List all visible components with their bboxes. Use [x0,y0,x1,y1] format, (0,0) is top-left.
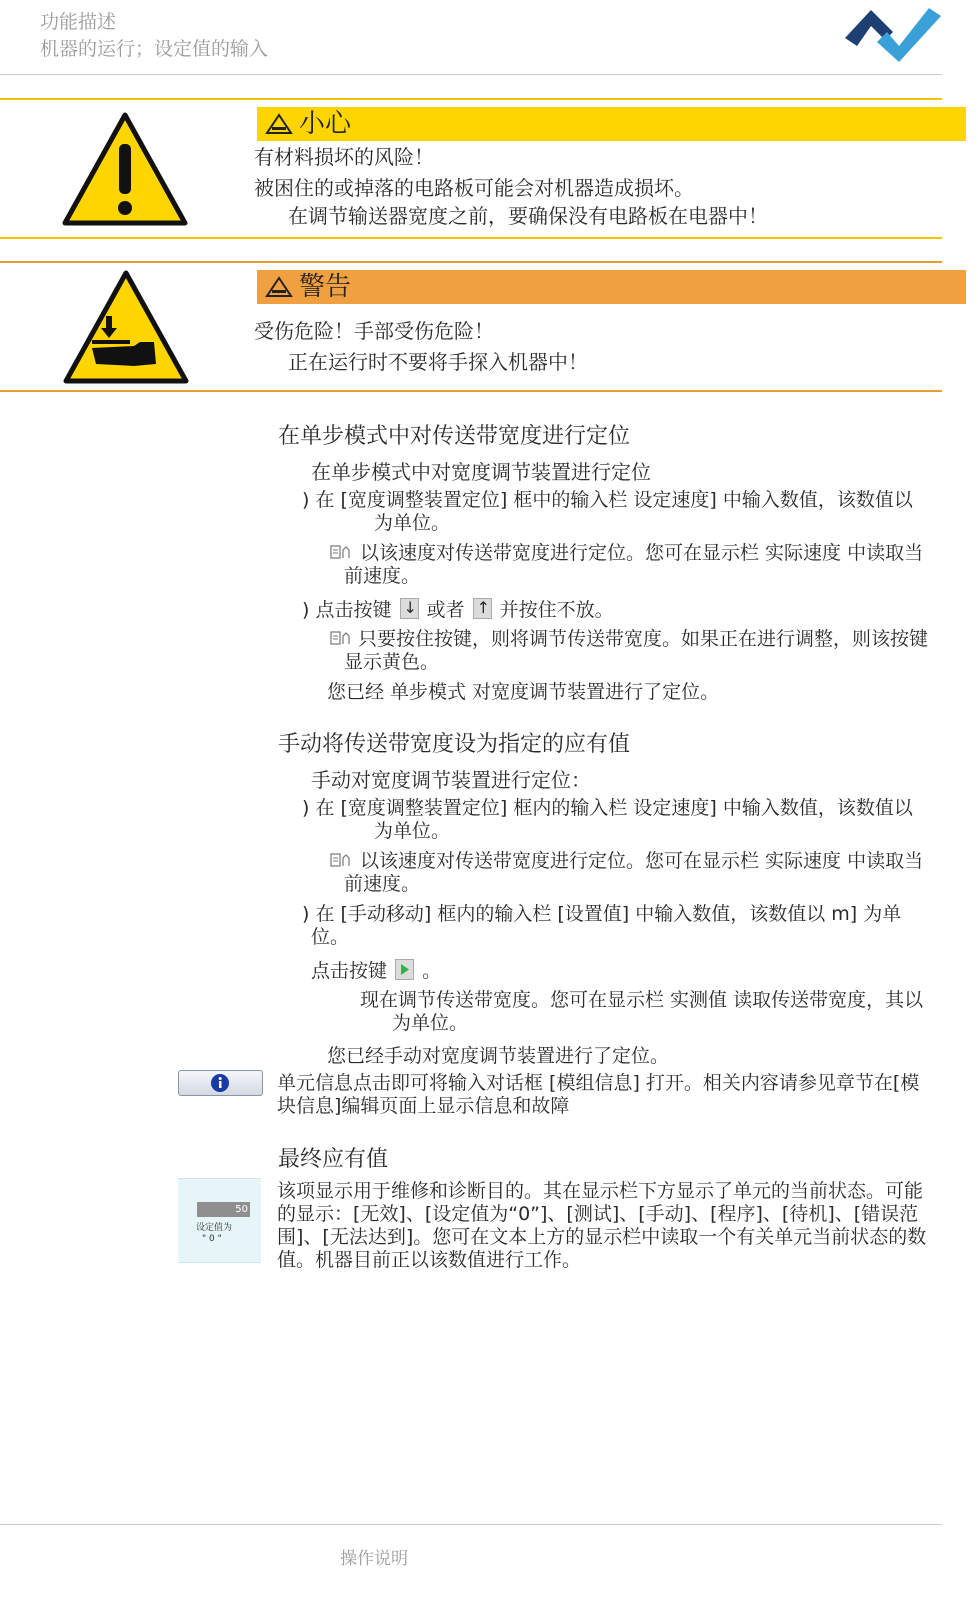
caution-triangle-icon [265,113,293,135]
section2-result: 您已经手动对宽度调节装置进行了定位。 [327,1045,670,1067]
setpoint-status-widget [178,1178,261,1263]
caution-line-3: 在调节输送器宽度之前，要确保没有电路板在电器中！ [288,204,768,228]
final-para-4: 值。机器目前正以该数值进行工作。 [277,1249,582,1271]
warning-bar [257,270,966,304]
unit-info-button[interactable] [178,1070,263,1096]
header-section-title: 功能描述 [40,11,117,33]
caution-line-1: 有材料损坏的风险！ [254,145,434,169]
section1-step1-cont: 为单位。 [374,512,451,534]
warning-bottom-rule [0,390,942,392]
section2-note1-cont: 前速度。 [344,873,421,895]
section1-step2 [302,598,614,622]
header-subtitle: 机器的运行；设定值的输入 [40,38,269,60]
exclamation-warning-icon [62,112,188,226]
caution-title: 小心 [299,109,352,139]
setpoint-value: 50 [235,1204,248,1215]
final-para-3: 围]、[无法达到]。您可在文本上方的显示栏中读取一个有关单元当前状态的数 [277,1226,927,1248]
result-note-icon [330,544,354,560]
section2-step3 [311,959,441,983]
section2-note3-cont: 为单位。 [392,1012,469,1034]
caution-bar [257,107,966,141]
footer-rule [0,1524,942,1525]
section1-heading: 在单步模式中对传送带宽度进行定位 [278,424,631,449]
hand-crush-warning-icon [62,270,190,384]
section2-heading: 手动将传送带宽度设为指定的应有值 [278,732,631,757]
section2-step1: ) 在 [宽度调整装置定位] 框内的输入栏 设定速度] 中输入数值，该数值以 [302,797,913,819]
section1-note2: 只要按住按键，则将调节传送带宽度。如果正在进行调整，则该按键 [358,628,929,650]
section1-note1: 以该速度对传送带宽度进行定位。您可在显示栏 实际速度 中读取当 [360,542,924,564]
warning-title: 警告 [299,272,352,302]
section2-step2-cont: 位。 [311,926,350,948]
section1-result: 您已经 单步模式 对宽度调节装置进行了定位。 [327,681,720,703]
section2-step3-post: 。 [422,960,442,982]
section2-note3: 现在调节传送带宽度。您可在显示栏 实测值 读取传送带宽度，其以 [360,989,924,1011]
warning-top-rule [0,261,942,263]
section2-intro: 手动对宽度调节装置进行定位： [311,768,591,792]
section1-step2-mid: 或者 [426,599,465,621]
section2-step1-cont: 为单位。 [374,820,451,842]
section1-intro: 在单步模式中对宽度调节装置进行定位 [311,460,651,484]
setpoint-value-field [197,1202,250,1217]
arrow-up-key-icon[interactable] [473,598,492,619]
arrow-down-key-icon[interactable] [400,598,419,619]
company-logo [843,2,943,64]
section1-step2-post: 并按住不放。 [499,599,614,621]
section2-step3-pre: 点击按键 [311,960,388,982]
setpoint-status-sub: " 0 " [202,1234,222,1244]
arrow-down-glyph: ↓ [403,598,417,617]
section1-note1-cont: 前速度。 [344,565,421,587]
play-triangle-icon [396,960,413,979]
section1-step2-pre: ) 点击按键 [302,599,392,621]
header-rule [0,74,942,75]
caution-top-rule [0,98,942,100]
final-para-1: 该项显示用于维修和诊断目的。其在显示栏下方显示了单元的当前状态。可能 [277,1180,924,1202]
section1-note2-cont: 显示黄色。 [344,651,440,673]
warning-line-1: 受伤危险！手部受伤危险！ [254,319,494,343]
warning-triangle-icon [265,276,293,298]
info-text-cont: 块信息]编辑页面上显示信息和故障 [277,1095,570,1117]
arrow-up-glyph: ↑ [476,598,491,617]
setpoint-status-label: 设定值为 [196,1223,233,1233]
footer-text: 操作说明 [340,1549,408,1569]
section2-step2: ) 在 [手动移动] 框内的输入栏 [设置值] 中输入数值，该数值以 m] 为单 [302,903,902,925]
info-text: 单元信息点击即可将输入对话框 [模组信息] 打开。相关内容请参见章节在[模 [277,1072,920,1094]
final-heading: 最终应有值 [278,1147,389,1172]
result-note-icon [330,852,354,868]
warning-line-2: 正在运行时不要将手探入机器中！ [288,350,588,374]
info-icon [210,1073,230,1093]
result-note-icon [330,630,354,646]
section2-note1: 以该速度对传送带宽度进行定位。您可在显示栏 实际速度 中读取当 [360,850,924,872]
caution-bottom-rule [0,237,942,239]
final-para-2: 的显示：[无效]、[设定值为“0”]、[测试]、[手动]、[程序]、[待机]、[错误范 [277,1203,919,1225]
section1-step1: ) 在 [宽度调整装置定位] 框中的输入栏 设定速度] 中输入数值，该数值以 [302,489,913,511]
caution-line-2: 被困住的或掉落的电路板可能会对机器造成损坏。 [254,176,694,200]
play-key-icon[interactable] [395,959,414,980]
